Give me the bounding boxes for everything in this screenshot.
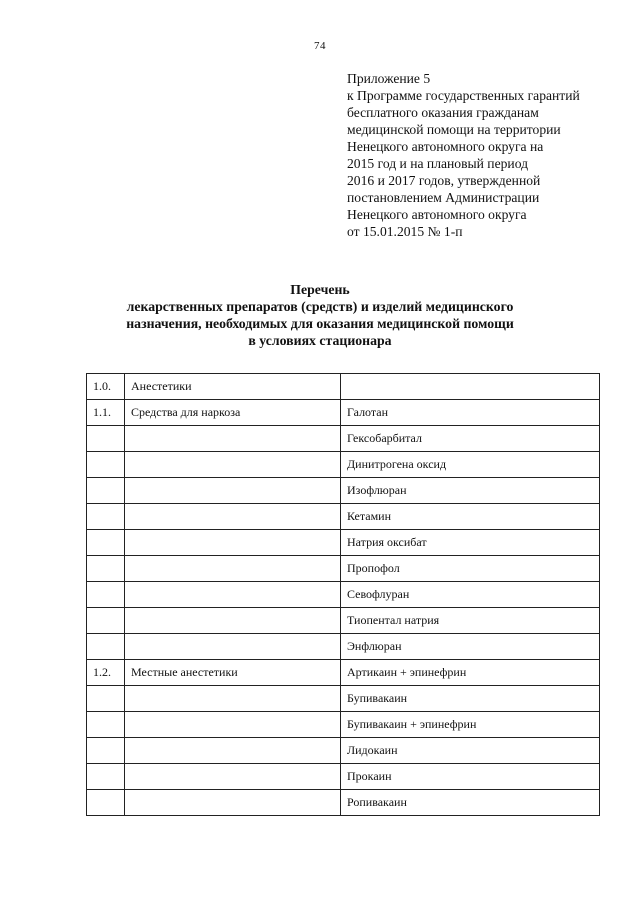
table-row — [87, 738, 600, 764]
group-name-cell — [125, 608, 341, 634]
row-number-cell — [87, 790, 125, 816]
document-title — [0, 281, 640, 349]
group-name-cell — [125, 712, 341, 738]
group-name-cell: Местные анестетики — [125, 660, 341, 686]
drug-name-cell — [341, 374, 600, 400]
appendix-line: Ненецкого автономного округа — [347, 207, 527, 222]
appendix-line: бесплатного оказания гражданам — [347, 105, 539, 120]
group-name-cell: Анестетики — [125, 374, 341, 400]
group-name-cell — [125, 634, 341, 660]
group-name-cell: Средства для наркоза — [125, 400, 341, 426]
group-name-cell — [125, 790, 341, 816]
table-row — [87, 556, 600, 582]
row-number-cell — [87, 686, 125, 712]
row-number-cell — [87, 478, 125, 504]
group-name-cell — [125, 582, 341, 608]
row-number-cell — [87, 556, 125, 582]
group-name-cell — [125, 426, 341, 452]
row-number-cell — [87, 530, 125, 556]
drug-name-cell: Изофлюран — [341, 478, 600, 504]
drug-name-cell: Динитрогена оксид — [341, 452, 600, 478]
table-row — [87, 764, 600, 790]
table-row — [87, 790, 600, 816]
drug-name-cell: Кетамин — [341, 504, 600, 530]
drug-name-cell: Бупивакаин + эпинефрин — [341, 712, 600, 738]
row-number-cell — [87, 452, 125, 478]
row-number-cell — [87, 764, 125, 790]
title-line: Перечень — [290, 282, 350, 297]
table-row — [87, 582, 600, 608]
drug-name-cell: Артикаин + эпинефрин — [341, 660, 600, 686]
appendix-line: 2016 и 2017 годов, утвержденной — [347, 173, 541, 188]
drug-name-cell: Энфлюран — [341, 634, 600, 660]
table-row — [87, 426, 600, 452]
appendix-line: Ненецкого автономного округа на — [347, 139, 544, 154]
table-row — [87, 478, 600, 504]
group-name-cell — [125, 764, 341, 790]
table-row — [87, 608, 600, 634]
group-name-cell — [125, 556, 341, 582]
appendix-line: медицинской помощи на территории — [347, 122, 561, 137]
group-name-cell — [125, 504, 341, 530]
appendix-line: постановлением Администрации — [347, 190, 540, 205]
group-name-cell — [125, 738, 341, 764]
appendix-line: от 15.01.2015 № 1-п — [347, 224, 463, 239]
table-row — [87, 686, 600, 712]
row-number-cell — [87, 608, 125, 634]
table-row — [87, 712, 600, 738]
appendix-line: 2015 год и на плановый период — [347, 156, 529, 171]
group-name-cell — [125, 452, 341, 478]
row-number-cell: 1.1. — [87, 400, 125, 426]
drug-name-cell: Севофлуран — [341, 582, 600, 608]
group-name-cell — [125, 478, 341, 504]
row-number-cell — [87, 712, 125, 738]
row-number-cell — [87, 582, 125, 608]
table-row — [87, 504, 600, 530]
title-line: назначения, необходимых для оказания медицинской помощи — [126, 316, 514, 331]
table-row — [87, 530, 600, 556]
drug-name-cell: Тиопентал натрия — [341, 608, 600, 634]
title-line: лекарственных препаратов (средств) и изделий медицинского — [126, 299, 514, 314]
row-number-cell — [87, 738, 125, 764]
appendix-line: к Программе государственных гарантий — [347, 88, 580, 103]
table-row — [87, 374, 600, 400]
drug-name-cell: Лидокаин — [341, 738, 600, 764]
drug-name-cell: Прокаин — [341, 764, 600, 790]
appendix-line: Приложение 5 — [347, 71, 431, 86]
group-name-cell — [125, 686, 341, 712]
row-number-cell: 1.0. — [87, 374, 125, 400]
drug-name-cell: Бупивакаин — [341, 686, 600, 712]
row-number-cell — [87, 426, 125, 452]
drug-name-cell: Ропивакаин — [341, 790, 600, 816]
table-row — [87, 634, 600, 660]
drug-name-cell: Натрия оксибат — [341, 530, 600, 556]
drug-name-cell: Галотан — [341, 400, 600, 426]
table-row — [87, 452, 600, 478]
row-number-cell — [87, 634, 125, 660]
drug-name-cell: Пропофол — [341, 556, 600, 582]
row-number-cell: 1.2. — [87, 660, 125, 686]
appendix-block — [347, 70, 622, 240]
row-number-cell — [87, 504, 125, 530]
table-row — [87, 400, 600, 426]
title-line: в условиях стационара — [248, 333, 392, 348]
group-name-cell — [125, 530, 341, 556]
table-row — [87, 660, 600, 686]
drug-list-table — [86, 373, 600, 816]
drug-name-cell: Гексобарбитал — [341, 426, 600, 452]
page-number: 74 — [314, 40, 326, 52]
